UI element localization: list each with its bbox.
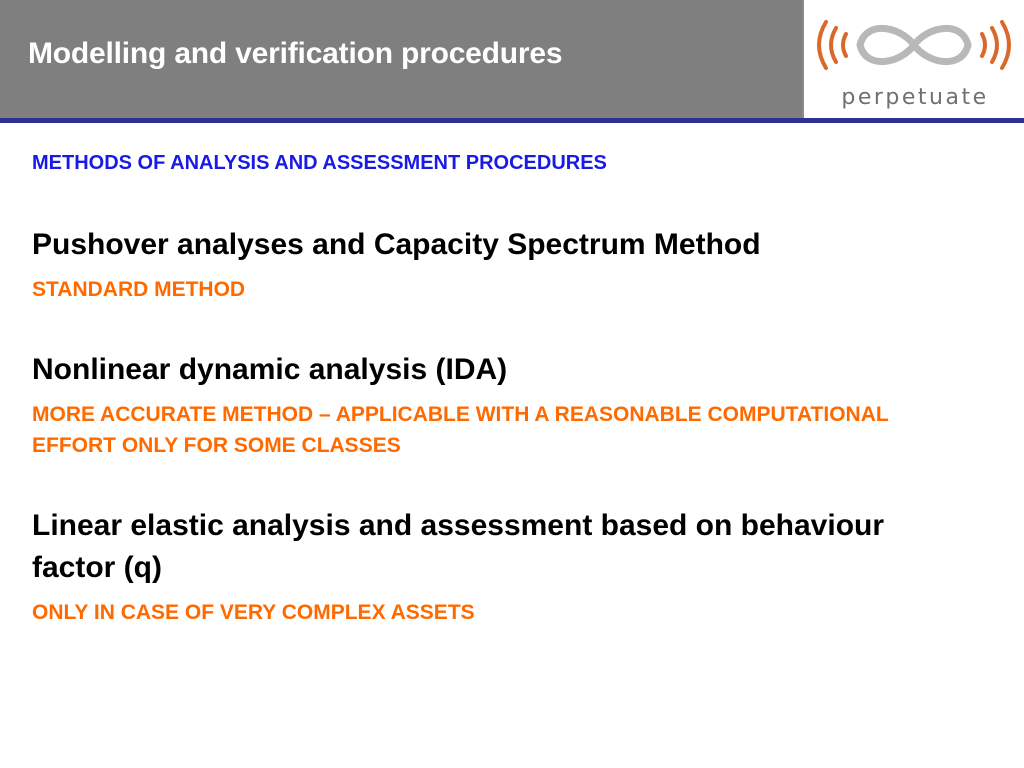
method-note: ONLY IN CASE OF VERY COMPLEX ASSETS [32,601,475,624]
method-item-linear [32,505,992,628]
method-item-pushover [32,224,992,305]
infinity-logo-icon [804,0,1024,118]
page-title: Modelling and verification procedures [28,37,563,70]
slide-header [0,0,1024,120]
method-note: MORE ACCURATE METHOD – APPLICABLE WITH A REASONABLE COMPUTATIONAL EFFORT ONLY FOR SOME CLASSES [32,403,889,457]
method-title: Linear elastic analysis and assessment based on behaviour factor (q) [32,509,885,584]
header-divider [0,118,1024,123]
perpetuate-logo [802,0,1024,118]
method-title: Nonlinear dynamic analysis (IDA) [32,353,508,386]
method-note: STANDARD METHOD [32,278,246,301]
section-heading: METHODS OF ANALYSIS AND ASSESSMENT PROCEDURES [32,152,607,174]
method-item-nonlinear [32,349,992,461]
logo-wordmark: perpetuate [841,85,989,110]
slide-content [32,148,992,628]
title-bar [0,0,802,118]
method-title: Pushover analyses and Capacity Spectrum Method [32,228,761,261]
